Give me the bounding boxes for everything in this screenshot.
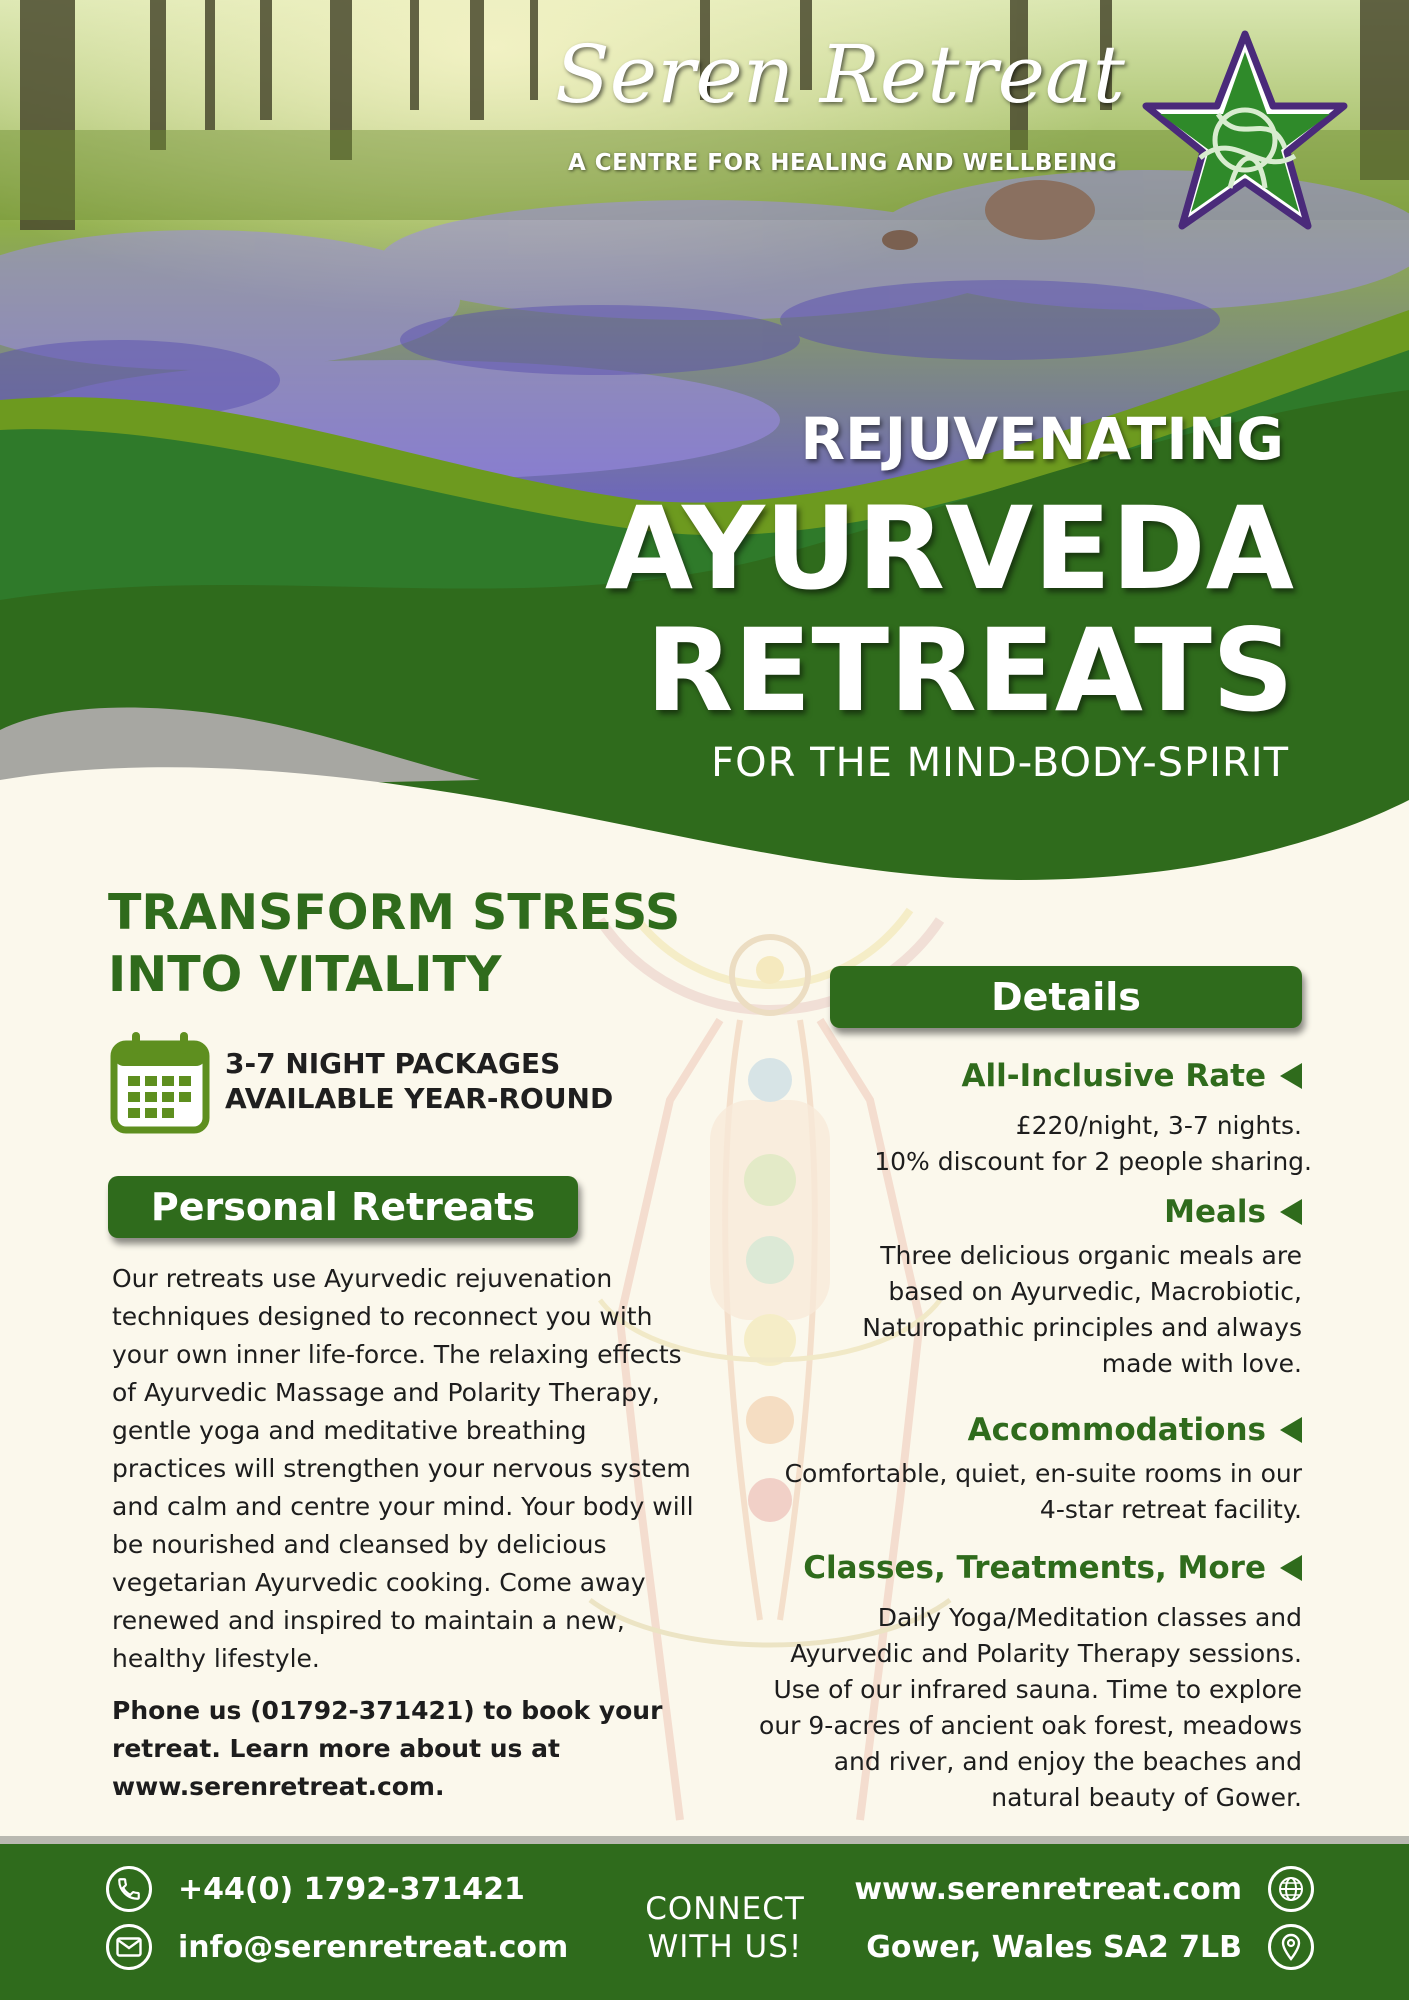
detail-line: 10% discount for 2 people sharing. bbox=[874, 1147, 1312, 1176]
detail-line: based on Ayurvedic, Macrobiotic, bbox=[888, 1277, 1302, 1306]
hero-subtitle: FOR THE MIND-BODY-SPIRIT bbox=[711, 740, 1289, 786]
map-pin-icon bbox=[1268, 1924, 1314, 1970]
connect-with-us bbox=[630, 1890, 820, 1966]
detail-text-accommodations bbox=[785, 1456, 1302, 1528]
triangle-left-icon bbox=[1280, 1417, 1302, 1443]
calendar-icon bbox=[110, 1030, 210, 1134]
detail-line: Ayurvedic and Polarity Therapy sessions. bbox=[790, 1639, 1302, 1668]
detail-line: Three delicious organic meals are bbox=[880, 1241, 1302, 1270]
detail-heading-rate bbox=[961, 1058, 1302, 1094]
star-knot-logo-icon bbox=[1140, 28, 1350, 233]
footer-email-text: info@serenretreat.com bbox=[178, 1929, 569, 1965]
hero-line-ayurveda: AYURVEDA bbox=[604, 482, 1294, 615]
detail-text-classes bbox=[759, 1600, 1302, 1816]
detail-line: Daily Yoga/Meditation classes and bbox=[877, 1603, 1302, 1632]
brand-tagline: A CENTRE FOR HEALING AND WELLBEING bbox=[568, 150, 1118, 176]
footer-location[interactable] bbox=[866, 1924, 1314, 1970]
detail-heading-meals bbox=[1164, 1194, 1302, 1230]
detail-line: and river, and enjoy the beaches and bbox=[833, 1747, 1302, 1776]
personal-retreats-heading: Personal Retreats bbox=[108, 1176, 578, 1238]
footer-website-text: www.serenretreat.com bbox=[854, 1871, 1242, 1907]
packages-text bbox=[225, 1046, 613, 1116]
detail-heading-meals-label: Meals bbox=[1164, 1194, 1266, 1230]
footer-location-text: Gower, Wales SA2 7LB bbox=[866, 1929, 1242, 1965]
hero-line-retreats: RETREATS bbox=[645, 604, 1294, 737]
booking-call-to-action: Phone us (01792-371421) to book your retreat. Learn more about us at www.serenretreat.com. bbox=[112, 1696, 663, 1801]
detail-line: made with love. bbox=[1101, 1349, 1302, 1378]
detail-line: our 9-acres of ancient oak forest, meadows bbox=[759, 1711, 1302, 1740]
globe-icon bbox=[1268, 1866, 1314, 1912]
packages-line-2: AVAILABLE YEAR-ROUND bbox=[225, 1082, 614, 1115]
footer-phone[interactable] bbox=[106, 1866, 525, 1912]
connect-line-2: WITH US! bbox=[647, 1929, 803, 1965]
detail-line: Use of our infrared sauna. Time to explore bbox=[773, 1675, 1302, 1704]
phone-icon bbox=[106, 1866, 152, 1912]
detail-line: natural beauty of Gower. bbox=[991, 1783, 1302, 1812]
detail-line: Naturopathic principles and always bbox=[862, 1313, 1302, 1342]
connect-line-1: CONNECT bbox=[645, 1891, 805, 1927]
triangle-left-icon bbox=[1280, 1063, 1302, 1089]
section-headline: TRANSFORM STRESS INTO VITALITY bbox=[108, 884, 681, 1003]
detail-heading-classes-label: Classes, Treatments, More bbox=[803, 1550, 1266, 1586]
footer-email[interactable] bbox=[106, 1924, 568, 1970]
detail-text-meals bbox=[862, 1238, 1302, 1382]
packages-line-1: 3-7 NIGHT PACKAGES bbox=[225, 1047, 561, 1080]
footer-phone-text: +44(0) 1792-371421 bbox=[178, 1871, 525, 1907]
triangle-left-icon bbox=[1280, 1555, 1302, 1581]
detail-heading-rate-label: All-Inclusive Rate bbox=[961, 1058, 1266, 1094]
envelope-icon bbox=[106, 1924, 152, 1970]
detail-heading-accommodations bbox=[968, 1412, 1302, 1448]
detail-line: 4-star retreat facility. bbox=[1039, 1495, 1302, 1524]
detail-line: Comfortable, quiet, en-suite rooms in our bbox=[784, 1459, 1302, 1488]
footer-website[interactable] bbox=[854, 1866, 1314, 1912]
details-heading: Details bbox=[830, 966, 1302, 1028]
brand-name: Seren Retreat bbox=[555, 28, 1125, 121]
detail-heading-accommodations-label: Accommodations bbox=[967, 1412, 1266, 1448]
personal-retreats-body: Our retreats use Ayurvedic rejuvenation techniques designed to reconnect you with your own inner life-force. The relaxing effects of Ayurvedic Massage and Polarity Therapy, gentle yoga and meditative breathing practices will strengthen your nervous system and calm and centre your mind. Your body will be nourished and cleansed by delicious vegetarian Ayurvedic cooking. Come away renewed and inspired to maintain a new, healthy lifestyle. bbox=[112, 1264, 694, 1673]
detail-heading-classes bbox=[803, 1550, 1302, 1586]
triangle-left-icon bbox=[1280, 1199, 1302, 1225]
detail-text-rate bbox=[874, 1108, 1312, 1180]
detail-line: £220/night, 3-7 nights. bbox=[1015, 1111, 1302, 1140]
hero-line-rejuvenating: REJUVENATING bbox=[800, 405, 1284, 473]
